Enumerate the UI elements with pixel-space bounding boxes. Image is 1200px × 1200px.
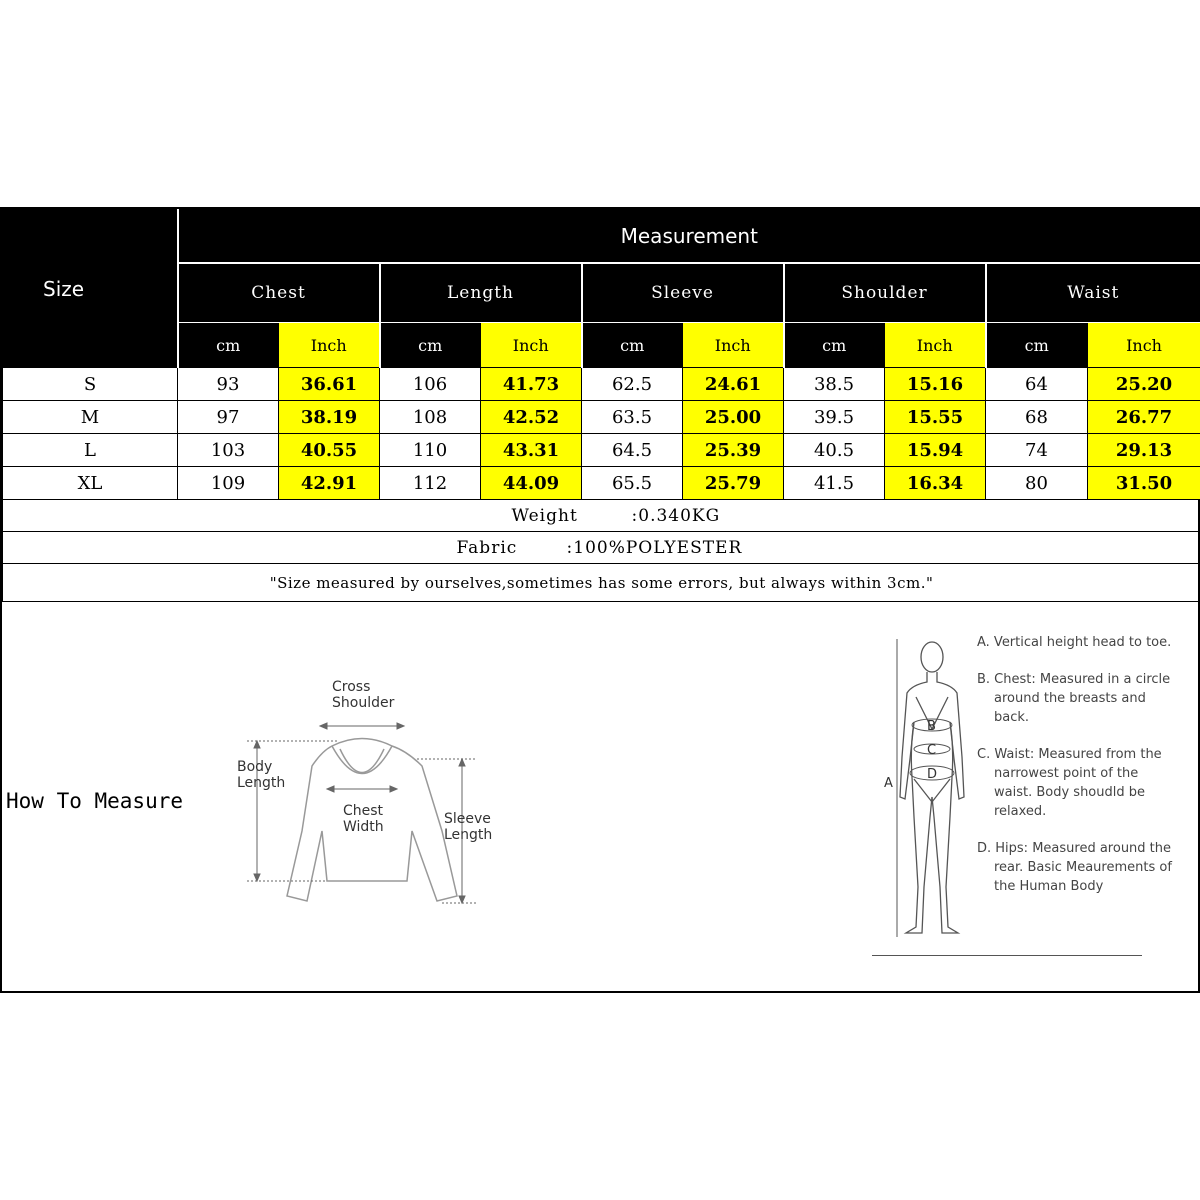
fabric-label: Fabric (456, 537, 518, 558)
legend-underline (872, 955, 1142, 956)
group-waist: Waist (986, 263, 1200, 323)
size-table (2, 209, 1200, 602)
value-cell: 68 (986, 401, 1088, 434)
value-cell: 110 (380, 434, 481, 467)
value-cell: 26.77 (1088, 401, 1200, 434)
size-header: Size (3, 210, 178, 368)
fabric-value: :100%POLYESTER (566, 537, 743, 558)
value-cell: 97 (178, 401, 279, 434)
value-cell: 29.13 (1088, 434, 1200, 467)
value-cell: 106 (380, 368, 481, 401)
group-sleeve: Sleeve (582, 263, 784, 323)
unit-cm: cm (986, 323, 1088, 368)
table-row (3, 401, 1200, 434)
size-cell: M (3, 401, 178, 434)
value-cell: 39.5 (784, 401, 885, 434)
sleeve-label: Sleeve (444, 811, 491, 827)
value-cell: 64 (986, 368, 1088, 401)
weight-label: Weight (511, 505, 578, 526)
value-cell: 15.55 (885, 401, 986, 434)
unit-cm: cm (178, 323, 279, 368)
how-to-measure-section (2, 609, 1198, 992)
value-cell: 25.00 (683, 401, 784, 434)
body-label: Body (237, 759, 273, 775)
value-cell: 42.91 (279, 467, 380, 500)
size-chart (0, 207, 1200, 993)
body-outline (900, 642, 964, 933)
value-cell: 42.52 (481, 401, 582, 434)
legend-item: D. Hips: Measured around the rear. Basic Meaurements of the Human Body (977, 841, 1172, 894)
table-row (3, 467, 1200, 500)
body-figure (872, 627, 982, 967)
value-cell: 108 (380, 401, 481, 434)
group-length: Length (380, 263, 582, 323)
body-length-label: Length (237, 775, 286, 791)
value-cell: 93 (178, 368, 279, 401)
shoulder-label: Shoulder (332, 695, 395, 711)
measurement-header: Measurement (178, 210, 1200, 264)
body-label-a: A (884, 776, 893, 791)
value-cell: 15.16 (885, 368, 986, 401)
value-cell: 25.39 (683, 434, 784, 467)
group-chest: Chest (178, 263, 380, 323)
value-cell: 41.73 (481, 368, 582, 401)
value-cell: 109 (178, 467, 279, 500)
size-cell: S (3, 368, 178, 401)
value-cell: 15.94 (885, 434, 986, 467)
unit-cm: cm (784, 323, 885, 368)
note-row (3, 564, 1200, 602)
value-cell: 64.5 (582, 434, 683, 467)
unit-inch: Inch (279, 323, 380, 368)
unit-inch: Inch (683, 323, 784, 368)
value-cell: 112 (380, 467, 481, 500)
legend-item: A. Vertical height head to toe. (977, 635, 1172, 650)
weight-value: :0.340KG (631, 505, 721, 526)
sweater-diagram (232, 671, 502, 916)
value-cell: 63.5 (582, 401, 683, 434)
how-to-measure-title: How To Measure (6, 789, 184, 813)
body-label-c: C (927, 743, 937, 758)
value-cell: 24.61 (683, 368, 784, 401)
unit-inch: Inch (481, 323, 582, 368)
value-cell: 62.5 (582, 368, 683, 401)
value-cell: 43.31 (481, 434, 582, 467)
group-shoulder: Shoulder (784, 263, 986, 323)
value-cell: 25.79 (683, 467, 784, 500)
table-row (3, 368, 1200, 401)
weight-cell (3, 500, 1200, 532)
chest-width-label: Width (343, 819, 384, 835)
value-cell: 41.5 (784, 467, 885, 500)
value-cell: 36.61 (279, 368, 380, 401)
fabric-cell (3, 532, 1200, 564)
unit-inch: Inch (885, 323, 986, 368)
note-cell: "Size measured by ourselves,sometimes has some errors, but always within 3cm." (3, 564, 1200, 602)
chest-label: Chest (343, 803, 384, 819)
unit-cm: cm (582, 323, 683, 368)
value-cell: 65.5 (582, 467, 683, 500)
table-row (3, 434, 1200, 467)
value-cell: 31.50 (1088, 467, 1200, 500)
legend-item: B. Chest: Measured in a circle around the breasts and back. (977, 672, 1171, 725)
value-cell: 16.34 (885, 467, 986, 500)
value-cell: 38.19 (279, 401, 380, 434)
size-cell: XL (3, 467, 178, 500)
value-cell: 80 (986, 467, 1088, 500)
unit-inch: Inch (1088, 323, 1200, 368)
body-label-b: B (927, 719, 936, 734)
value-cell: 40.55 (279, 434, 380, 467)
value-cell: 103 (178, 434, 279, 467)
legend-item: C. Waist: Measured from the narrowest point of the waist. Body shoudld be relaxed. (977, 747, 1162, 819)
value-cell: 74 (986, 434, 1088, 467)
measurement-legend (977, 633, 1177, 914)
weight-row (3, 500, 1200, 532)
value-cell: 40.5 (784, 434, 885, 467)
value-cell: 44.09 (481, 467, 582, 500)
sleeve-length-label: Length (444, 827, 493, 843)
unit-cm: cm (380, 323, 481, 368)
fabric-row (3, 532, 1200, 564)
value-cell: 38.5 (784, 368, 885, 401)
value-cell: 25.20 (1088, 368, 1200, 401)
size-cell: L (3, 434, 178, 467)
body-label-d: D (927, 767, 938, 782)
cross-label: Cross (332, 679, 371, 695)
